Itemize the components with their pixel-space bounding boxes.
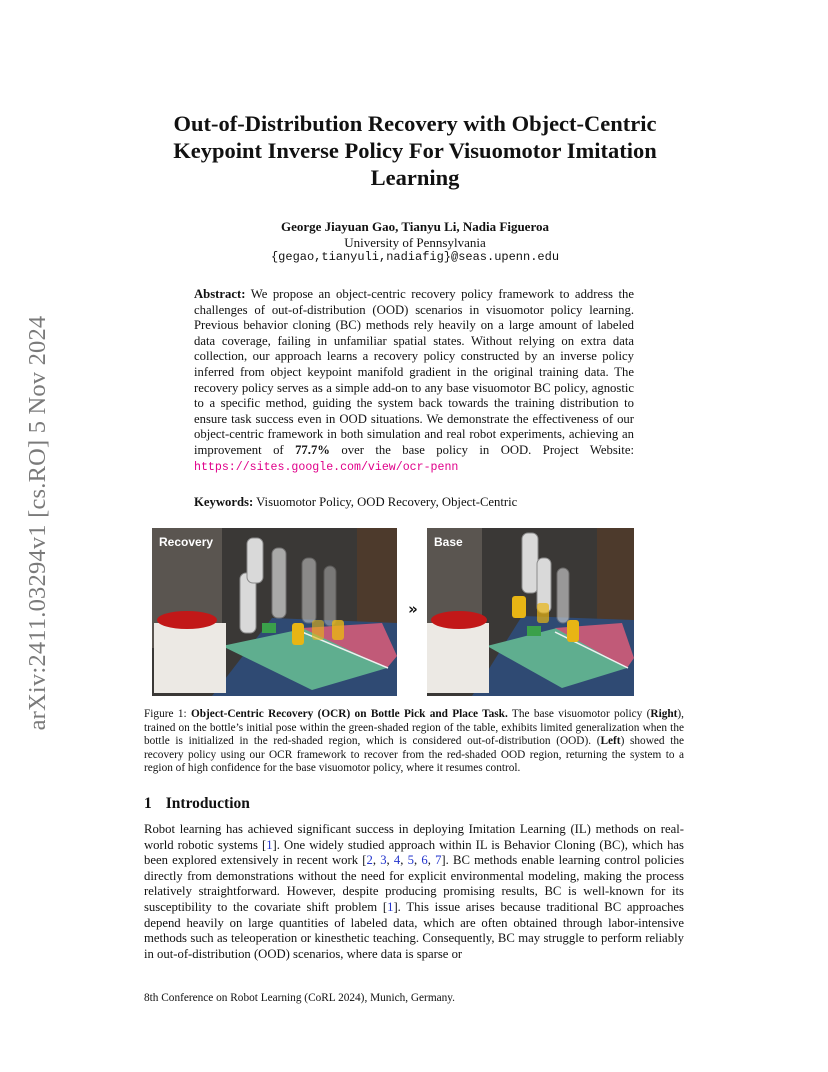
project-website-link[interactable]: https://sites.google.com/view/ocr-penn	[194, 460, 459, 474]
citation-link[interactable]: 6	[421, 853, 428, 868]
abstract	[194, 287, 634, 475]
citation-link[interactable]: 4	[393, 853, 401, 868]
caption-text: The base visuomotor policy (	[507, 708, 651, 720]
recovery-photo	[152, 528, 397, 696]
keywords-text: Visuomotor Policy, OOD Recovery, Object-Centric	[253, 495, 518, 509]
section-number: 1	[144, 795, 152, 812]
abstract-text: We propose an object-centric recovery policy framework to address the challenges of out-of-distribution (OOD) scenarios in visuomotor policy learning. Previous behavior cloning (BC) methods rely heavily on a large amount of labeled data coverage, failing in unfamiliar spatial states. Without relying on extra data collection, our approach learns a recovery policy constructed by an inverse policy inferred from object keypoint manifold gradient in the original training data. The recovery policy serves as a simple add-on to any base visuomotor BC policy, agnostic to a specific method, guiding the system back towards the training distribution to ensure task success even in OOD situations. We demonstrate the effectiveness of our object-centric framework in both simulation and real robot experiments, achieving an improvement of	[194, 287, 634, 457]
section-heading	[144, 795, 250, 813]
figure-caption	[144, 708, 684, 776]
abstract-text: over the base policy in OOD. Project Website:	[329, 442, 634, 457]
caption-text: ) showed the recovery policy using our OCR framework to recover from the red-shaded OOD region, returning the system to a region of high confidence for the base visuomotor policy, where it resumes control.	[144, 735, 684, 775]
citation-link[interactable]: 2	[366, 853, 373, 868]
body-text: ]. This issue arises because traditional BC approaches depend heavily on large quantities of labeled data, which are often obtained through labor-intensive methods such as teleoperation or kinesthetic teaching. Consequently, BC may struggle to perform reliably in out-of-distribution (OOD) scenarios, where data is sparse or	[144, 899, 684, 961]
citation-link[interactable]: 1	[387, 899, 394, 914]
citation-link[interactable]: 7	[435, 853, 442, 868]
title-line: Keypoint Inverse Policy For Visuomotor Imitation	[173, 138, 657, 163]
conference-footer: 8th Conference on Robot Learning (CoRL 2024), Munich, Germany.	[144, 992, 456, 1004]
arxiv-id: arXiv:2411.03294v1 [cs.RO] 5 Nov 2024	[24, 315, 51, 731]
abstract-highlight: 77.7%	[295, 442, 330, 457]
figure-1	[152, 528, 634, 696]
citation-link[interactable]: 3	[380, 853, 387, 868]
introduction-paragraph: Robot learning has achieved significant success in deploying Imitation Learning (IL) methods on real-world robotic systems [1]. One widely studied approach within IL is Behavior Cloning (BC), which has been explored extensively in recent work [2, 3, 4, 5, 6, 7]. BC methods enable learning control policies directly from demonstrations without the need for explicit environmental modeling, making the process relatively straightforward. However, despite producing promising results, BC is well-known for its susceptibility to the covariate shift problem [1]. This issue arises because traditional BC approaches depend heavily on large quantities of labeled data, which are often obtained through labor-intensive methods such as teleoperation or kinesthetic teaching. Consequently, BC may struggle to perform reliably in out-of-distribution (OOD) scenarios, where data is sparse or	[144, 822, 685, 961]
citation-link[interactable]: 1	[266, 837, 273, 852]
paper-title	[140, 110, 690, 191]
caption-emphasis: Left	[600, 735, 621, 748]
section-title: Introduction	[165, 795, 250, 812]
caption-text: ), trained on the bottle’s initial pose within the green-shaded region of the table, exhibits limited generalization when the bottle is initialized in the red-shaded region, which is considered out-of-distribution (OOD). (	[144, 708, 684, 748]
recovery-label: Recovery	[159, 535, 214, 549]
title-line: Out-of-Distribution Recovery with Object-Centric	[173, 111, 657, 136]
caption-title: Object-Centric Recovery (OCR) on Bottle Pick and Place Task.	[190, 708, 508, 720]
keywords	[194, 495, 634, 510]
arxiv-sidebar-stamp	[18, 288, 58, 758]
caption-emphasis: Right	[650, 708, 678, 720]
body-text: ]. One widely studied approach within IL is Behavior Cloning (BC), which has been explored extensively in recent work [	[144, 837, 684, 868]
author-block	[140, 219, 690, 266]
affiliation: University of Pennsylvania	[344, 234, 486, 250]
base-photo	[427, 528, 634, 696]
fast-forward-icon: »	[408, 600, 418, 618]
author-emails: {gegao,tianyuli,nadiafig}@seas.upenn.edu	[270, 250, 560, 264]
caption-prefix: Figure 1:	[144, 708, 191, 720]
abstract-label: Abstract:	[194, 287, 246, 301]
title-line: Learning	[370, 165, 460, 190]
base-label: Base	[434, 535, 463, 549]
citation-link[interactable]: 5	[407, 853, 414, 868]
keywords-label: Keywords:	[194, 495, 254, 509]
author-names: George Jiayuan Gao, Tianyu Li, Nadia Figueroa	[281, 219, 549, 234]
body-text: ]. BC methods enable learning control policies directly from demonstrations without the need for explicit environmental modeling, making the process relatively straightforward. However, despite producing promising results, BC is well-known for its susceptibility to the covariate shift problem [	[144, 853, 685, 914]
body-text: Robot learning has achieved significant success in deploying Imitation Learning (IL) methods on real-world robotic systems [	[144, 822, 684, 852]
